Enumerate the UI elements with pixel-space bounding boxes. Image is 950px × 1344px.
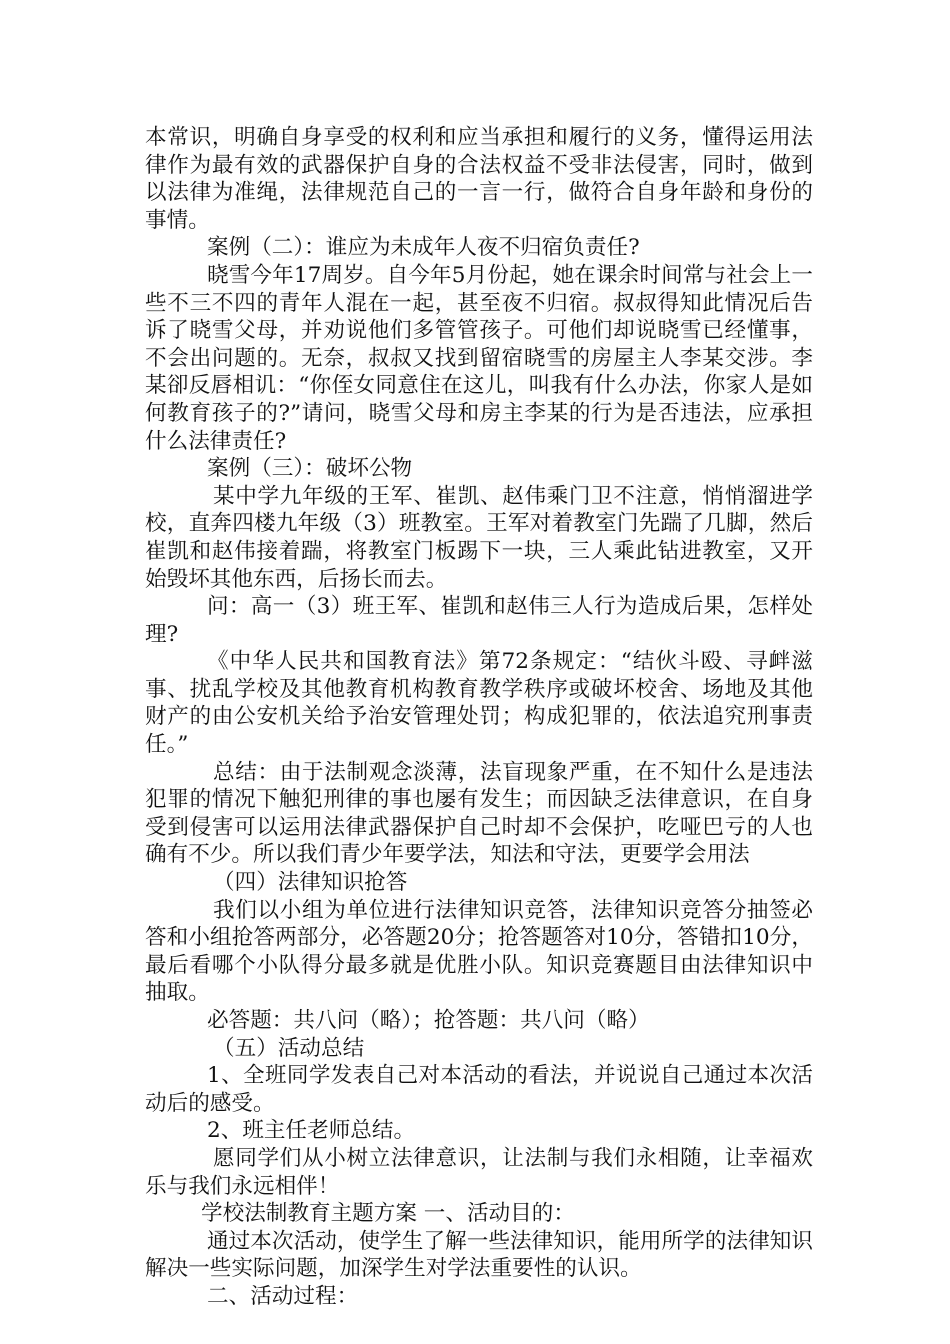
case-three-question: 问：高一（3）班王军、崔凯和赵伟三人行为造成后果，怎样处理?	[145, 594, 813, 647]
activity-purpose-body: 通过本次活动，使学生了解一些法律知识，能用所学的法律知识解决一些实际问题，加深学生对学法重要性的认识。	[145, 1228, 813, 1282]
case-three-body: 某中学九年级的王军、崔凯、赵伟乘门卫不注意，悄悄溜进学校，直奔四楼九年级（3）班教室。王军对着教室门先踹了几脚，然后崔凯和赵伟接着踹，将教室门板踢下一块，三人乘此钻进教室，又开始毁坏其他东西，后扬长而去。	[145, 483, 813, 592]
case-two-body: 晓雪今年17周岁。自今年5月份起，她在课余时间常与社会上一些不三不四的青年人混在一起，甚至夜不归宿。叔叔得知此情况后告诉了晓雪父母，并劝说他们多管管孩子。可他们却说晓雪已经懂事，不会出问题的。无奈，叔叔又找到留宿晓雪的房屋主人李某交涉。李某卻反唇相讥：“你侄女同意住在这儿，叫我有什么办法，你家人是如何教育孩子的?”请问，晓雪父母和房主李某的行为是否违法，应承担什么法律责任?	[145, 262, 813, 454]
case-three-heading: 案例（三）：破坏公物	[207, 456, 413, 482]
document-page	[145, 124, 813, 1311]
summary-item-1: 1、全班同学发表自己对本活动的看法，并说说自己通过本次活动后的感受。	[145, 1063, 813, 1116]
activity-process-heading: 二、活动过程：	[207, 1283, 359, 1309]
new-plan-heading: 学校法制教育主题方案 一、活动目的：	[201, 1201, 575, 1227]
education-law-quote: 《中华人民共和国教育法》第72条规定：“结伙斗殴、寻衅滋事、扰乱学校及其他教育机构教育教学秩序或破坏校舍、场地及其他财产的由公安机关给予治安管理处罚；构成犯罪的，依法追究刑事责任。”	[145, 649, 813, 758]
quiz-questions-line: 必答题：共八问（略）；抢答题：共八问（略）	[207, 1008, 650, 1033]
section-four-heading: （四）法律知识抢答	[213, 870, 408, 896]
paragraph-intro-continued: 本常识，明确自身享受的权利和应当承担和履行的义务，懂得运用法律作为最有效的武器保护自身的合法权益不受非法侵害，同时，做到以法律为准绳，法律规范自己的一言一行，做符合自身年龄和身份的事情。	[145, 125, 813, 233]
closing-wish: 愿同学们从小树立法律意识，让法制与我们永相随，让幸福欢乐与我们永远相伴！	[145, 1145, 813, 1199]
case-two-heading: 案例（二）：谁应为未成年人夜不归宿负责任?	[207, 235, 640, 261]
summary-paragraph: 总结：由于法制观念淡薄，法盲现象严重，在不知什么是违法犯罪的情况下触犯刑律的事也屡有发生；而因缺乏法律意识，在自身受到侵害可以运用法律武器保护自己时却不会保护，吃哑巴亏的人也确有不少。所以我们青少年要学法，知法和守法，更要学会用法	[145, 759, 813, 868]
summary-item-2: 2、班主任老师总结。	[207, 1118, 416, 1144]
quiz-rules-paragraph: 我们以小组为单位进行法律知识竞答，法律知识竞答分抽签必答和小组抢答两部分，必答题20分；抢答题答对10分，答错扣10分，最后看哪个小队得分最多就是优胜小队。知识竞赛题目由法律知识中抽取。	[145, 897, 813, 1006]
section-five-heading: （五）活动总结	[213, 1035, 365, 1061]
